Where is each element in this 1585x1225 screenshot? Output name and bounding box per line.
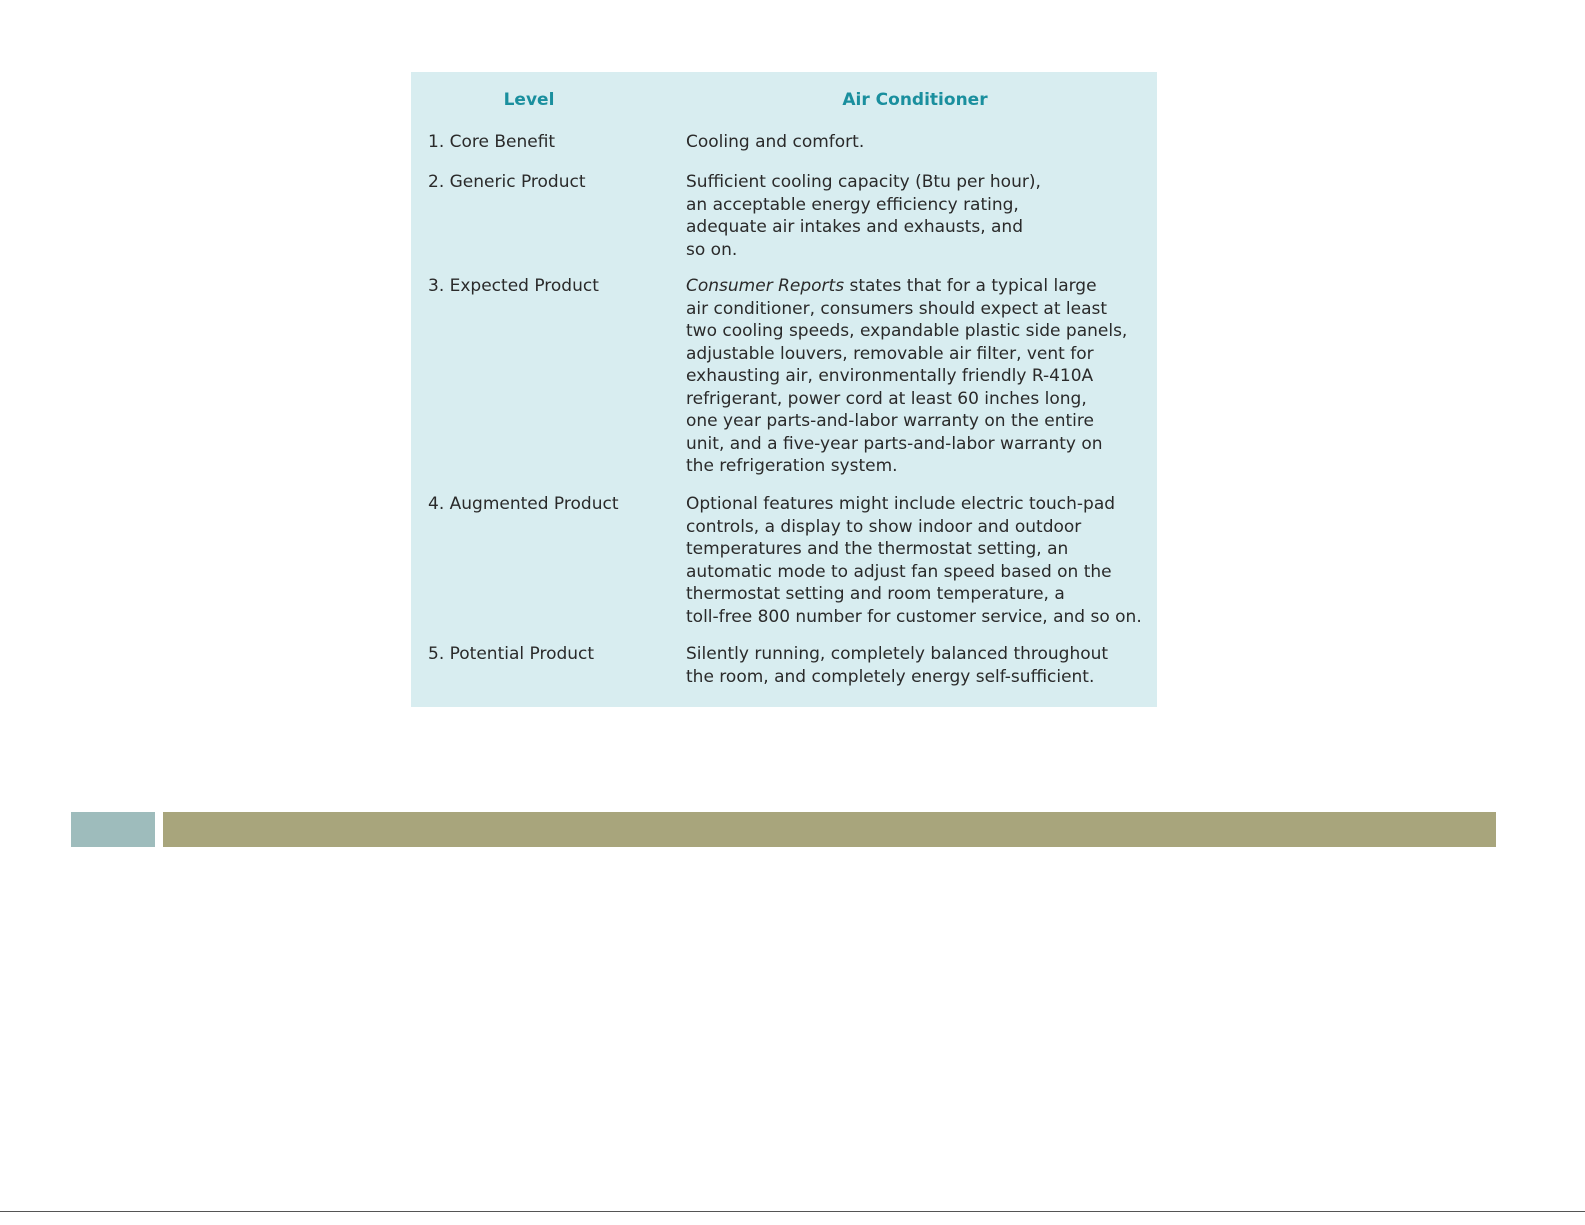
description-line: so on. (686, 239, 738, 260)
description-line: refrigerant, power cord at least 60 inches long, (686, 388, 1087, 409)
description-potential-product (686, 643, 1148, 688)
level-augmented-product: 4. Augmented Product (428, 494, 619, 514)
footer-bar-accent (71, 812, 155, 847)
description-text: states that for a typical large (844, 276, 1097, 296)
description-line: thermostat setting and room temperature, a (686, 584, 1065, 604)
description-line: Optional features might include electric touch-pad (686, 494, 1116, 514)
product-levels-table (411, 72, 1157, 707)
description-line: Silently running, completely balanced throughout (686, 644, 1109, 664)
description-line: the refrigeration system. (686, 456, 898, 476)
description-core-benefit (686, 131, 1148, 154)
description-line: adequate air intakes and exhausts, and (686, 217, 1023, 237)
description-line: an acceptable energy efficiency rating, (686, 194, 1019, 215)
description-line (686, 275, 1148, 298)
level-expected-product: 3. Expected Product (428, 276, 599, 296)
description-line: air conditioner, consumers should expect at least (686, 298, 1108, 319)
bottom-divider (0, 1211, 1585, 1212)
description-line: toll-free 800 number for customer service, and so on. (686, 606, 1142, 627)
header-level: Level (503, 90, 555, 110)
description-line: Cooling and comfort. (686, 132, 865, 152)
publication-title: Consumer Reports (686, 276, 845, 296)
description-line: two cooling speeds, expandable plastic side panels, (686, 321, 1128, 341)
description-line: controls, a display to show indoor and outdoor (686, 516, 1082, 537)
description-line: Sufficient cooling capacity (Btu per hour), (686, 172, 1041, 192)
description-generic-product (686, 171, 1148, 261)
description-line: the room, and completely energy self-sufficient. (686, 666, 1095, 687)
description-line: automatic mode to adjust fan speed based on the (686, 561, 1112, 582)
table-header (411, 90, 1157, 112)
header-air-conditioner: Air Conditioner (842, 90, 988, 110)
description-line: exhausting air, environmentally friendly R-410A (686, 366, 1094, 386)
level-core-benefit: 1. Core Benefit (428, 132, 556, 152)
description-line: unit, and a five-year parts-and-labor warranty on (686, 433, 1103, 454)
description-line: one year parts-and-labor warranty on the entire (686, 411, 1094, 431)
description-expected-product (686, 275, 1148, 478)
description-line: temperatures and the thermostat setting, an (686, 539, 1069, 559)
footer-bar (163, 812, 1496, 847)
level-generic-product: 2. Generic Product (428, 172, 586, 192)
level-potential-product: 5. Potential Product (428, 644, 595, 664)
description-augmented-product (686, 493, 1148, 628)
description-line: adjustable louvers, removable air filter, vent for (686, 343, 1094, 364)
